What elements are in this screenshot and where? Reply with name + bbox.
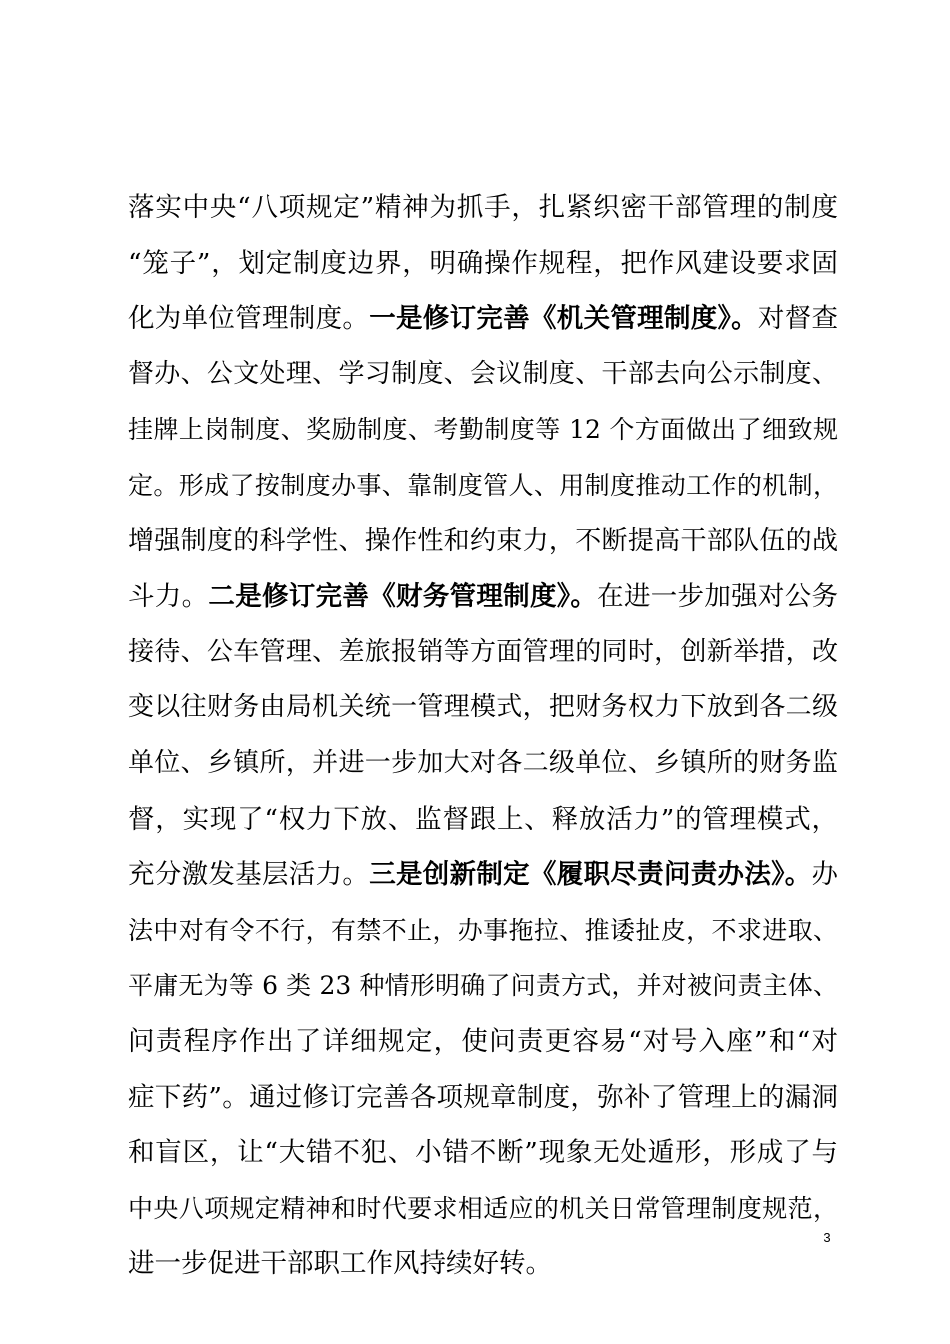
text-line — [128, 958, 838, 1014]
text-line — [128, 458, 838, 514]
text-line — [128, 180, 838, 236]
text-segment: 挂牌上岗制度、奖励制度、考勤制度等 12 个方面做出了细致规 — [128, 415, 838, 445]
text-line — [128, 1014, 838, 1070]
text-segment: 对督查 — [757, 303, 839, 335]
bold-heading-text: 三是创新制定《履职尽责问责办法》。 — [369, 859, 812, 891]
text-segment: 斗力。 — [128, 581, 209, 613]
text-segment: 督办、公文处理、学习制度、会议制度、干部去向公示制度、 — [128, 358, 838, 389]
text-segment: 变以往财务由局机关统一管理模式，把财务权力下放到各二级 — [128, 692, 838, 723]
text-line — [128, 569, 838, 625]
text-segment: 充分激发基层活力。 — [128, 859, 370, 891]
text-segment: 督，实现了“权力下放、监督跟上、释放活力”的管理模式， — [128, 803, 838, 835]
text-line — [128, 792, 838, 848]
text-segment: 接待、公车管理、差旅报销等方面管理的同时，创新举措，改 — [128, 636, 838, 667]
page-number: 3 — [823, 1230, 831, 1245]
text-line — [128, 736, 838, 792]
text-segment: 症下药”。通过修订完善各项规章制度，弥补了管理上的漏洞 — [128, 1081, 838, 1113]
text-line — [128, 625, 838, 681]
text-line — [128, 1125, 838, 1181]
text-segment: 在进一步加强对公务 — [597, 581, 839, 613]
text-segment: 定。形成了按制度办事、靠制度管人、用制度推动工作的机制， — [128, 470, 838, 500]
text-segment: 法中对有令不行，有禁不止，办事拖拉、推诿扯皮，不求进取、 — [128, 915, 838, 945]
text-line — [128, 1236, 838, 1292]
bold-heading-text: 二是修订完善《财务管理制度》。 — [208, 581, 598, 613]
text-line — [128, 680, 838, 736]
body-paragraph — [128, 180, 838, 1292]
text-segment: 落实中央“八项规定”精神为抓手，扎紧织密干部管理的制度 — [128, 192, 838, 223]
bold-heading-text: 一是修订完善《机关管理制度》。 — [369, 303, 758, 335]
text-line — [128, 847, 838, 903]
text-line — [128, 402, 838, 458]
text-line — [128, 236, 838, 292]
text-segment: 增强制度的科学性、操作性和约束力，不断提高干部队伍的战 — [128, 525, 838, 556]
text-segment: 平庸无为等 6 类 23 种情形明确了问责方式，并对被问责主体、 — [128, 971, 838, 1001]
text-segment: “笼子”，划定制度边界，明确操作规程，把作风建设要求固 — [128, 247, 838, 279]
text-line — [128, 514, 838, 570]
text-line — [128, 903, 838, 959]
text-segment: 中央八项规定精神和时代要求相适应的机关日常管理制度规范， — [128, 1193, 838, 1223]
text-line — [128, 347, 838, 403]
text-line — [128, 1070, 838, 1126]
text-segment: 和盲区，让“大错不犯、小错不断”现象无处遁形，形成了与 — [128, 1137, 838, 1169]
text-line — [128, 291, 838, 347]
text-line — [128, 1181, 838, 1237]
text-segment: 化为单位管理制度。 — [128, 303, 370, 335]
text-segment: 问责程序作出了详细规定，使问责更容易“对号入座”和“对 — [128, 1025, 838, 1057]
text-segment: 单位、乡镇所，并进一步加大对各二级单位、乡镇所的财务监 — [128, 747, 838, 778]
text-segment: 办 — [811, 859, 839, 891]
text-segment: 进一步促进干部职工作风持续好转。 — [128, 1248, 552, 1280]
